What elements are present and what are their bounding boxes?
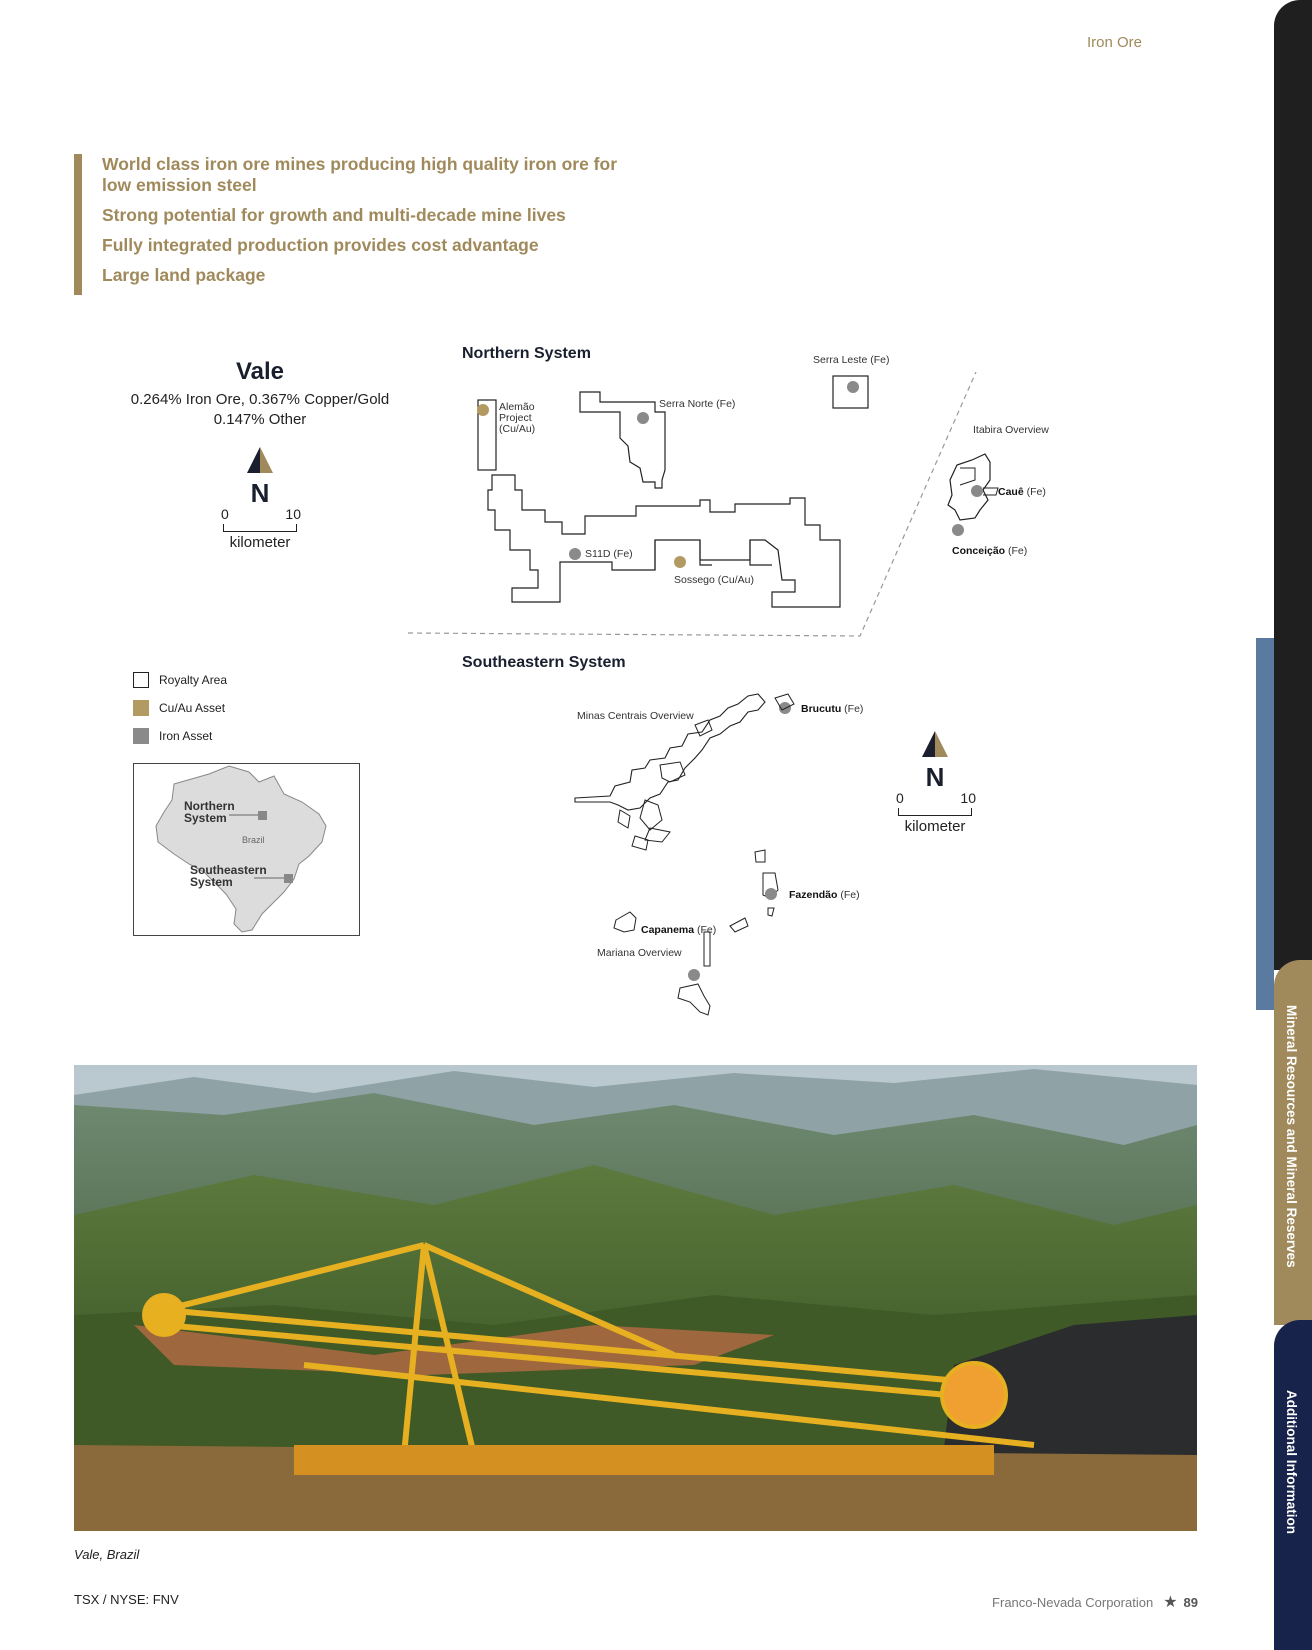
scale-bar bbox=[223, 524, 297, 532]
label-caue: Cauê (Fe) bbox=[998, 486, 1046, 498]
legend-swatch-iron bbox=[133, 728, 149, 744]
scale-zero: 0 bbox=[896, 790, 904, 806]
highlights-list bbox=[74, 154, 702, 295]
label-conceicao: Conceição (Fe) bbox=[952, 545, 1028, 557]
side-tab-mineral-resources[interactable] bbox=[1274, 960, 1312, 1325]
highlight-item: Strong potential for growth and multi-decade mine lives bbox=[102, 205, 566, 225]
inset-country-label: Brazil bbox=[242, 835, 265, 845]
scale-zero: 0 bbox=[221, 506, 229, 522]
side-tab-dark bbox=[1274, 0, 1312, 970]
footer-company: Franco-Nevada Corporation bbox=[992, 1594, 1154, 1610]
label-s11d: S11D (Fe) bbox=[585, 548, 633, 560]
north-arrow-icon bbox=[920, 731, 950, 757]
vale-percent-line2: 0.147% Other bbox=[213, 411, 307, 428]
footer-ticker: TSX / NYSE: FNV bbox=[74, 1592, 179, 1607]
southeastern-system-title: Southeastern System bbox=[462, 654, 626, 671]
legend-item bbox=[133, 666, 227, 694]
side-tab-additional-information[interactable] bbox=[1274, 1320, 1312, 1650]
label-serra-leste: Serra Leste (Fe) bbox=[813, 354, 890, 366]
north-arrow-icon bbox=[245, 447, 275, 473]
label-itabira: Itabira Overview bbox=[973, 424, 1049, 436]
label-brucutu: Brucutu (Fe) bbox=[801, 703, 864, 715]
side-tab-blue bbox=[1256, 638, 1274, 1010]
label-minas-centrais: Minas Centrais Overview bbox=[577, 710, 694, 722]
north-arrow-scale-2 bbox=[890, 731, 980, 835]
brazil-inset-map bbox=[133, 763, 360, 936]
legend-swatch-royalty bbox=[133, 672, 149, 688]
vale-info bbox=[110, 358, 410, 430]
side-tab-additional-information-label: Additional Information bbox=[1284, 1390, 1299, 1534]
mine-photo-illustration bbox=[74, 1065, 1197, 1531]
inset-southeastern-label: Southeastern System bbox=[190, 863, 267, 889]
vale-percent-line1: 0.264% Iron Ore, 0.367% Copper/Gold bbox=[130, 391, 390, 408]
photo-caption: Vale, Brazil bbox=[74, 1547, 140, 1562]
scale-unit: kilometer bbox=[229, 534, 291, 551]
scale-ten: 10 bbox=[285, 506, 301, 522]
legend-swatch-cuau bbox=[133, 700, 149, 716]
footer-right bbox=[992, 1592, 1198, 1612]
legend-item bbox=[133, 722, 227, 750]
scale-bar bbox=[898, 808, 972, 816]
page-number: 89 bbox=[1183, 1594, 1198, 1610]
side-tab-mineral-resources-label: Mineral Resources and Mineral Reserves bbox=[1284, 1005, 1299, 1268]
brazil-outline bbox=[134, 764, 358, 934]
north-label: N bbox=[250, 478, 270, 508]
map-legend bbox=[133, 666, 227, 750]
label-alemao: Alemão Project (Cu/Au) bbox=[499, 401, 536, 435]
northern-system-title: Northern System bbox=[462, 345, 591, 362]
label-sossego: Sossego (Cu/Au) bbox=[674, 574, 754, 586]
highlight-item: Fully integrated production provides cost advantage bbox=[102, 235, 539, 255]
label-capanema: Capanema (Fe) bbox=[641, 924, 717, 936]
label-serra-norte: Serra Norte (Fe) bbox=[659, 398, 736, 410]
vale-mine-photo bbox=[74, 1065, 1197, 1531]
legend-label: Royalty Area bbox=[159, 673, 228, 687]
section-title: Iron Ore bbox=[1086, 34, 1142, 51]
legend-label: Iron Asset bbox=[159, 729, 213, 743]
scale-ten: 10 bbox=[960, 790, 976, 806]
highlight-item: World class iron ore mines producing high quality iron ore for low emission steel bbox=[102, 154, 618, 195]
north-arrow-scale bbox=[215, 447, 305, 551]
north-label: N bbox=[925, 762, 945, 792]
legend-label: Cu/Au Asset bbox=[159, 701, 226, 715]
scale-unit: kilometer bbox=[904, 818, 966, 835]
star-icon: ★ bbox=[1163, 1594, 1178, 1611]
southeastern-system-map bbox=[570, 690, 830, 1020]
vale-title: Vale bbox=[235, 358, 285, 385]
inset-northern-label: Northern System bbox=[184, 799, 235, 825]
northern-system-map bbox=[400, 350, 1000, 650]
label-mariana: Mariana Overview bbox=[597, 947, 682, 959]
legend-item bbox=[133, 694, 227, 722]
label-fazendao: Fazendão (Fe) bbox=[789, 889, 860, 901]
highlight-item: Large land package bbox=[102, 265, 266, 285]
